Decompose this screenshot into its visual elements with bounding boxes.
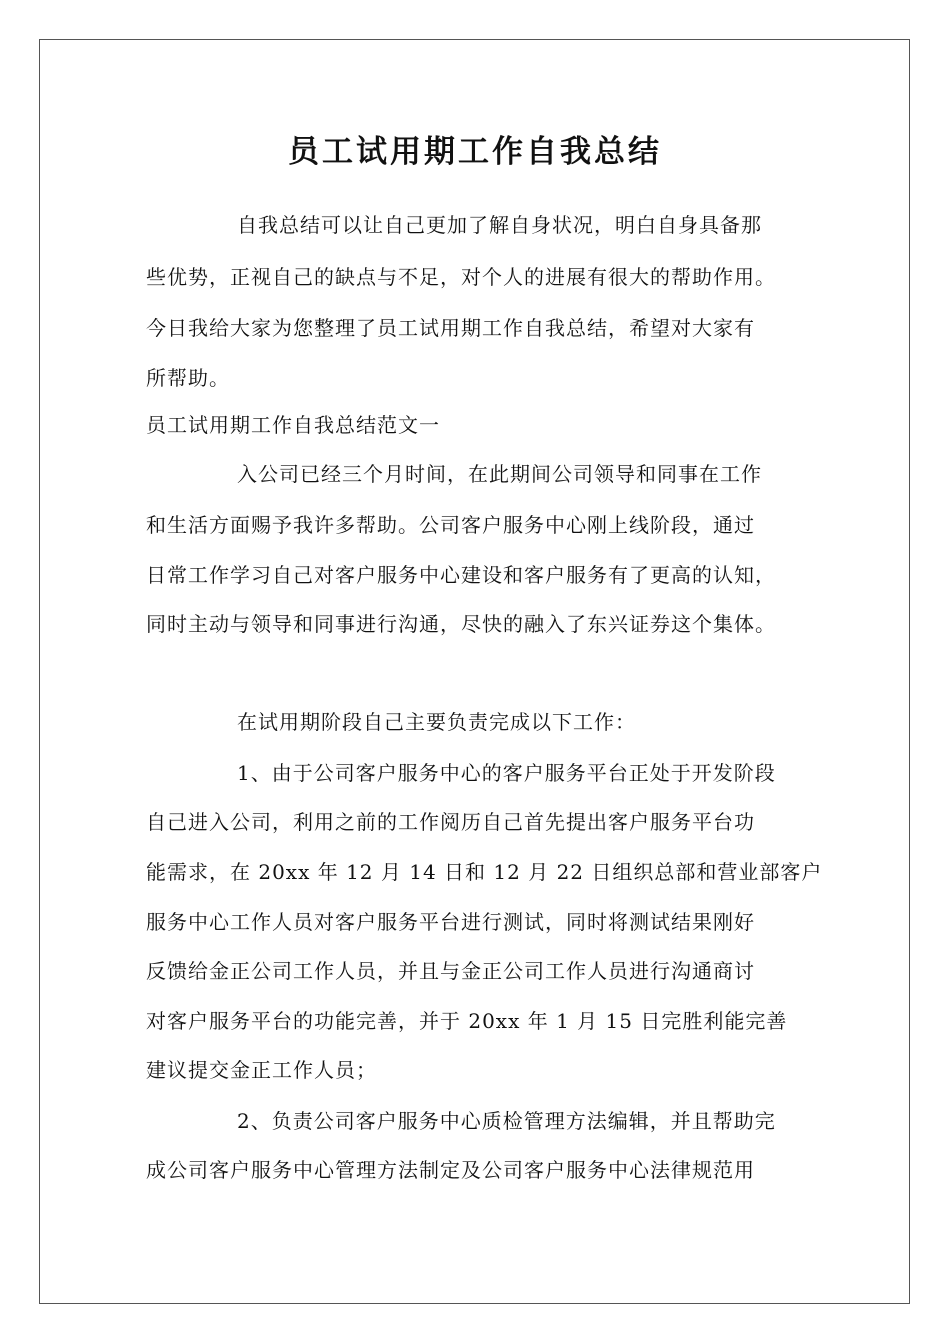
text-line: 所帮助。 [146,366,230,390]
text-line: 服务中心工作人员对客户服务平台进行测试，同时将测试结果刚好 [146,910,755,934]
text-line: 成公司客户服务中心管理方法制定及公司客户服务中心法律规范用 [146,1158,755,1182]
section-heading: 员工试用期工作自我总结范文一 [146,413,440,437]
text-line: 同时主动与领导和同事进行沟通，尽快的融入了东兴证券这个集体。 [146,612,776,636]
text-line: 入公司已经三个月时间，在此期间公司领导和同事在工作 [237,462,762,486]
text-line: 自我总结可以让自己更加了解自身状况，明白自身具备那 [237,213,762,237]
text-line: 在试用期阶段自己主要负责完成以下工作： [237,710,636,734]
text-line: 2、负责公司客户服务中心质检管理方法编辑，并且帮助完 [237,1109,776,1133]
document-title: 员工试用期工作自我总结 [288,134,662,170]
text-line: 反馈给金正公司工作人员，并且与金正公司工作人员进行沟通商讨 [146,959,755,983]
text-line: 对客户服务平台的功能完善，并于 20xx 年 1 月 15 日完胜利能完善 [146,1009,788,1033]
text-line: 和生活方面赐予我许多帮助。公司客户服务中心刚上线阶段，通过 [146,513,755,537]
text-line: 些优势，正视自己的缺点与不足，对个人的进展有很大的帮助作用。 [146,265,776,289]
text-line: 今日我给大家为您整理了员工试用期工作自我总结，希望对大家有 [146,316,755,340]
text-line: 自己进入公司，利用之前的工作阅历自己首先提出客户服务平台功 [146,810,755,834]
text-line: 1、由于公司客户服务中心的客户服务平台正处于开发阶段 [237,761,776,785]
text-line: 日常工作学习自己对客户服务中心建设和客户服务有了更高的认知， [146,563,776,587]
text-line: 建议提交金正工作人员； [146,1058,377,1082]
text-line: 能需求，在 20xx 年 12 月 14 日和 12 月 22 日组织总部和营业部客户 [146,860,823,884]
